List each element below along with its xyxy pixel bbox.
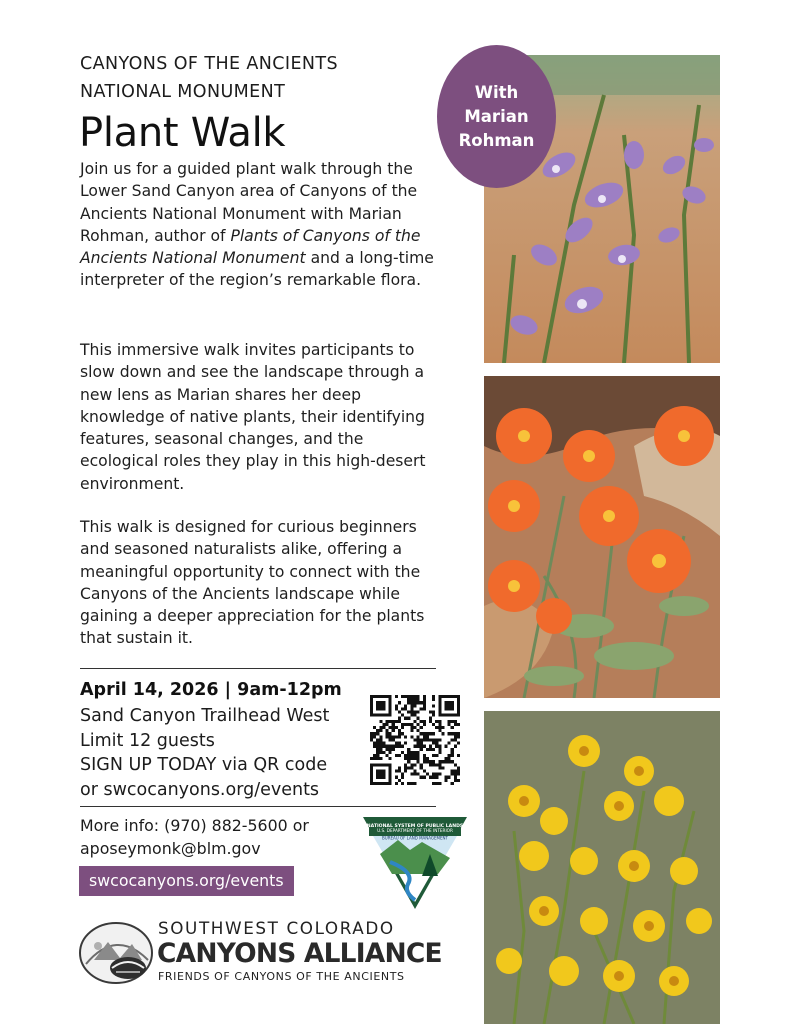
contact-info [80, 815, 309, 860]
sca-emblem-icon [76, 920, 156, 986]
kicker-line-2: NATIONAL MONUMENT [80, 82, 286, 102]
photo-orange-globemallow [484, 376, 720, 698]
badge-line-3: Rohman [458, 130, 535, 150]
presenter-badge [437, 45, 556, 188]
badge-line-2: Marian [464, 106, 529, 126]
event-limit: Limit 12 guests [80, 730, 215, 751]
book-title: Plants of Canyons of the Ancients National Monument [80, 226, 421, 268]
blm-logo-line2: U.S. DEPARTMENT OF THE INTERIOR [377, 828, 453, 833]
contact-email[interactable]: aposeymonk@blm.gov [80, 838, 261, 858]
divider-bottom [80, 806, 436, 807]
event-url[interactable]: or swcocanyons.org/events [80, 779, 320, 800]
blm-logo-icon [360, 814, 470, 912]
blm-logo-line1: NATIONAL SYSTEM OF PUBLIC LANDS [366, 824, 464, 829]
blm-logo-line3: BUREAU OF LAND MANAGEMENT [382, 835, 448, 841]
monument-kicker [80, 50, 440, 106]
intro-paragraph [80, 158, 442, 292]
event-location: Sand Canyon Trailhead West [80, 706, 330, 726]
event-details [80, 704, 370, 802]
divider-top [80, 668, 436, 669]
event-signup: SIGN UP TODAY via QR code [80, 755, 328, 776]
intro-text-before: Join us for a guided plant walk through the Lower Sand Canyon area of Canyons of the Ancients National Monument with Marian Rohman, author of [80, 160, 418, 245]
photo-yellow-snakeweed [484, 711, 720, 1024]
page-title: Plant Walk [79, 110, 286, 156]
contact-phone: More info: (970) 882-5600 or [80, 816, 309, 835]
events-link-button[interactable]: swcocanyons.org/events [79, 866, 294, 896]
description-paragraph: This immersive walk invites participants to slow down and see the landscape through a new lens as Marian shares her deep knowledge of native plants, their identifying features, seasonal changes, and the ecological roles they play in this high-desert environment. [80, 341, 426, 493]
intro-text-after: and a long-time interpreter of the region’s remarkable flora. [80, 249, 434, 290]
event-date-time: April 14, 2026 | 9am-12pm [80, 680, 342, 700]
qr-code-icon[interactable] [370, 695, 460, 785]
sca-logo-top: SOUTHWEST COLORADO [158, 918, 395, 938]
audience-paragraph: This walk is designed for curious beginners and seasoned naturalists alike, offering a meaningful opportunity to connect with the Canyons of the Ancients landscape while gaining a deeper appreciation for the plants that sustain it. [80, 518, 425, 648]
badge-line-1: With [474, 82, 519, 102]
sca-logo-main: CANYONS ALLIANCE [157, 938, 442, 969]
sca-logo-sub: FRIENDS OF CANYONS OF THE ANCIENTS [158, 970, 405, 983]
kicker-line-1: CANYONS OF THE ANCIENTS [80, 54, 339, 74]
